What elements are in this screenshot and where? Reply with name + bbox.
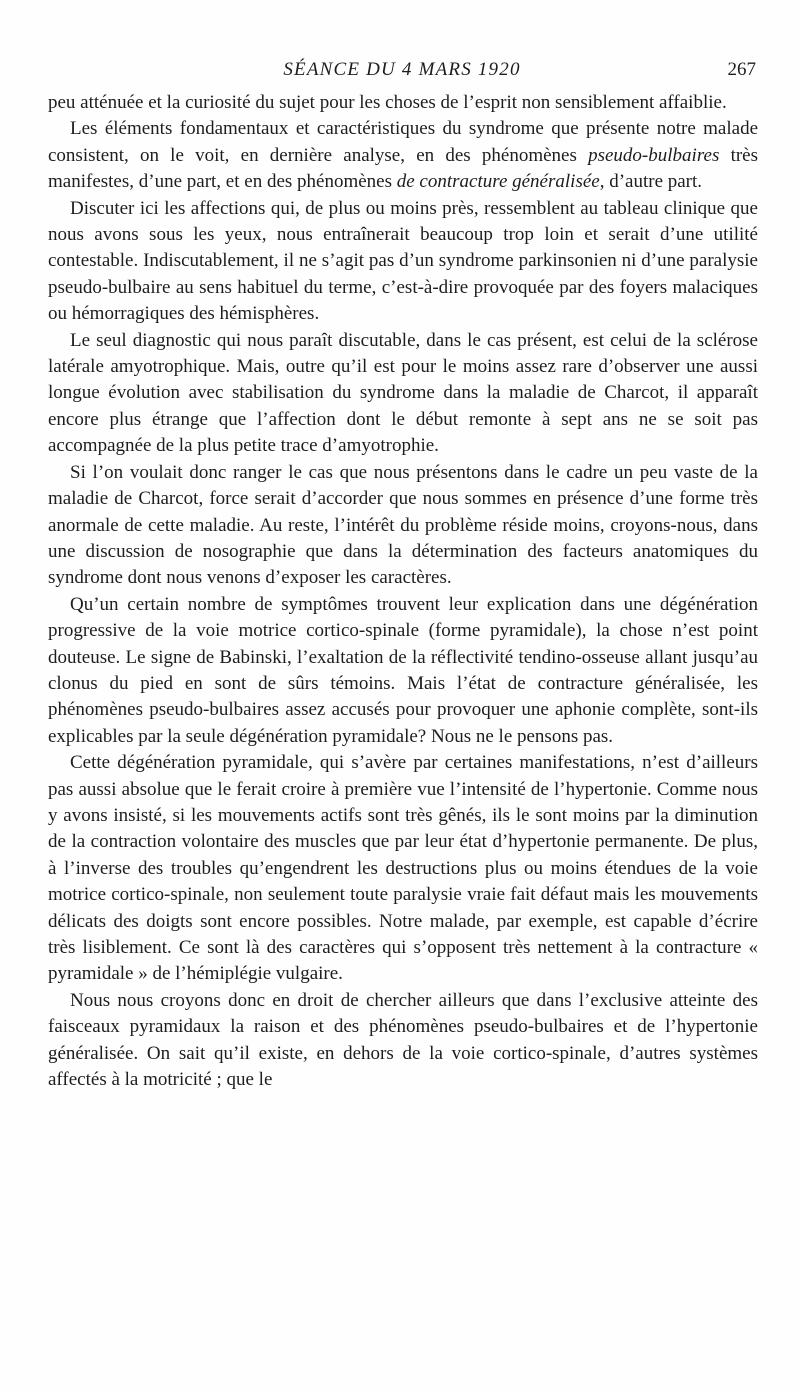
body-text bbox=[48, 90, 758, 1093]
paragraph-2 bbox=[48, 116, 758, 195]
paragraph-6 bbox=[48, 592, 758, 750]
paragraph-text: peu atténuée et la curiosité du sujet pour les choses de l’esprit non sensiblement affaiblie. bbox=[48, 92, 727, 113]
paragraph-text: Qu’un certain nombre de symptômes trouvent leur explication dans une dégénération progressive de la voie motrice cortico-spinale (forme pyramidale), la chose n’est point douteuse. Le signe de Babinski, l’exaltation de la réflectivité tendino-osseuse allant jusqu’au clonus du pied en sont de sûrs témoins. Mais l’état de contracture généralisée, les phénomènes pseudo-bulbaires assez accusés pour provoquer une aphonie complète, sont-ils explicables par la seule dégénération pyramidale? Nous ne le pensons pas. bbox=[48, 593, 758, 747]
paragraph-7 bbox=[48, 750, 758, 988]
paragraph-text: Nous nous croyons donc en droit de chercher ailleurs que dans l’exclusive atteinte des faisceaux pyramidaux la raison et des phénomènes pseudo-bulbaires et de l’hypertonie généralisée. On sait qu’il existe, en dehors de la voie cortico-spinale, d’autres systèmes affectés à la motricité ; que le bbox=[48, 989, 758, 1091]
emphasis-contracture-generalisee: de contracture généralisée bbox=[396, 171, 600, 193]
paragraph-text: Cette dégénération pyramidale, qui s’avère par certaines manifestations, n’est d’ailleurs pas aussi absolue que le ferait croire à première vue l’intensité de l’hypertonie. Comme nous y avons insisté, si les mouvements actifs sont très gênés, ils le sont moins par la diminution de la contraction volontaire des muscles que par leur état d’hypertonie permanente. De plus, à l’inverse des troubles qu’engendrent les destructions plus ou moins étendues de la voie motrice cortico-spinale, non seulement toute paralysie vraie fait défaut mais les mouvements délicats des doigts sont encore possibles. Notre malade, par exemple, est capable d’écrire très lisiblement. Ce sont là des caractères qui s’opposent très nettement à la contracture « pyramidale » de l’hémiplégie vulgaire. bbox=[48, 752, 758, 985]
paragraph-text: Discuter ici les affections qui, de plus ou moins près, ressemblent au tableau clinique que nous avons sous les yeux, nous entraînerait beaucoup trop loin et serait d’une utilité contestable. Indiscutablement, il ne s’agit pas d’un syndrome parkinsonien ni d’une paralysie pseudo-bulbaire au sens habituel du terme, c’est-à-dire provoquée par des foyers malaciques ou hémorragiques des hémisphères. bbox=[48, 197, 758, 325]
running-title: SÉANCE DU 4 MARS 1920 bbox=[283, 59, 521, 80]
paragraph-text: Les éléments fondamentaux et caractéristiques du syndrome que présente notre malade consistent, on le voit, en dernière analyse, en des phénomènes bbox=[48, 118, 758, 166]
paragraph-4 bbox=[48, 328, 758, 460]
paragraph-text: Si l’on voulait donc ranger le cas que nous présentons dans le cadre un peu vaste de la maladie de Charcot, force serait d’accorder que nous sommes en présence d’une forme très anormale de cette maladie. Au reste, l’intérêt du problème réside moins, croyons-nous, dans une discussion de nosographie que dans la détermination des facteurs anatomiques du syndrome dont nous venons d’exposer les caractères. bbox=[48, 461, 758, 589]
paragraph-5 bbox=[48, 460, 758, 592]
paragraph-3 bbox=[48, 196, 758, 328]
paragraph-text: très manifestes, d’une part, et en des phénomènes bbox=[48, 144, 758, 193]
paragraph-1 bbox=[48, 90, 758, 116]
paragraph-8 bbox=[48, 988, 758, 1094]
paragraph-text: Le seul diagnostic qui nous paraît discutable, dans le cas présent, est celui de la sclérose latérale amyotrophique. Mais, outre qu’il est pour le moins assez rare d’observer une aussi longue évolution avec stabilisation du syndrome dans la maladie de Charcot, il apparaît encore plus étrange que l’affection dont le début remonte à sept ans ne se soit pas accompagnée de la plus petite trace d’amyotrophie. bbox=[48, 329, 758, 457]
page-number: 267 bbox=[727, 59, 756, 80]
paragraph-text: , d’autre part. bbox=[599, 171, 703, 193]
running-head bbox=[48, 56, 756, 84]
emphasis-pseudo-bulbaires: pseudo-bulbaires bbox=[588, 144, 720, 166]
